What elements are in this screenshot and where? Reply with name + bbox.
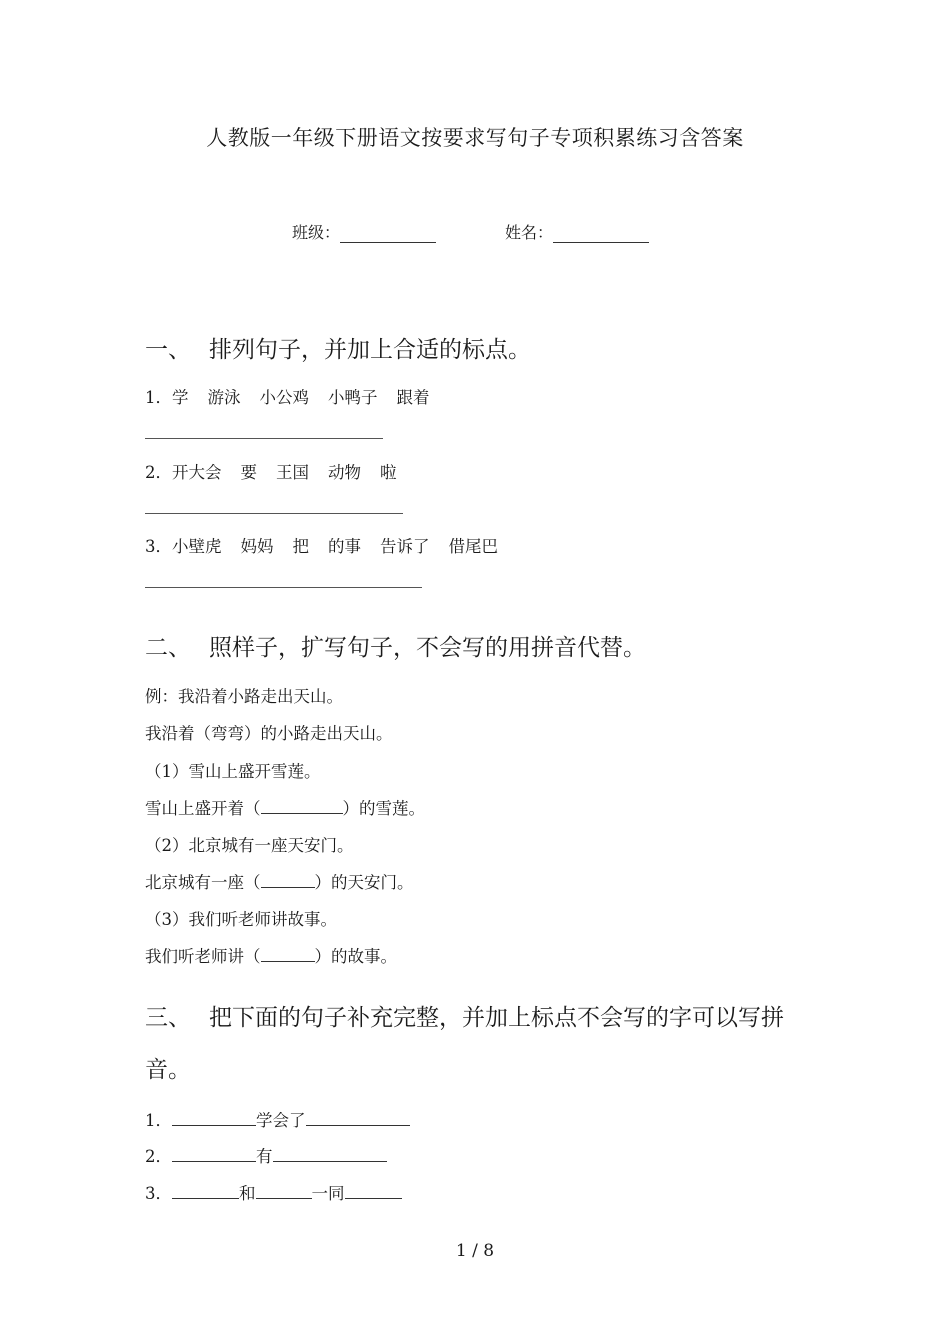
fill-blank[interactable] (172, 1146, 256, 1162)
fill-blank[interactable] (261, 798, 343, 814)
name-label: 姓名： (505, 223, 554, 242)
fill-blank[interactable] (306, 1110, 410, 1126)
question-3-1: 1． 学会了 (145, 1107, 410, 1131)
example-answer: 我沿着（弯弯）的小路走出天山。 (145, 724, 393, 743)
fill-blank[interactable] (273, 1146, 387, 1162)
fill-blank[interactable] (172, 1110, 256, 1126)
fill-blank[interactable] (172, 1183, 239, 1199)
section-title: 把下面的句子补充完整，并加上标点不会写的字可以写拼音。 (145, 1005, 784, 1083)
question-2-2: （2）北京城有一座天安门。 (145, 836, 354, 855)
answer-line[interactable] (145, 513, 403, 514)
question-2-3: （3）我们听老师讲故事。 (145, 910, 337, 929)
document-title: 人教版一年级下册语文按要求写句子专项积累练习含答案 (206, 126, 744, 150)
fill-blank[interactable] (261, 872, 315, 888)
question-1-2: 2．开大会 要 王国 动物 啦 (145, 463, 397, 482)
fill-blank[interactable] (261, 946, 315, 962)
answer-line[interactable] (145, 587, 422, 588)
section-number: 一、 (145, 337, 191, 363)
section-number: 二、 (145, 635, 191, 661)
fill-blank[interactable] (345, 1183, 402, 1199)
answer-2-1: 雪山上盛开着（ ）的雪莲。 (145, 799, 425, 818)
class-label: 班级： (292, 223, 341, 242)
question-3-2: 2． 有 (145, 1143, 387, 1167)
class-blank[interactable] (340, 226, 436, 243)
question-1-3: 3．小壁虎 妈妈 把 的事 告诉了 借尾巴 (145, 537, 498, 556)
section-3-heading (145, 992, 825, 1096)
section-title: 排列句子，并加上合适的标点。 (209, 337, 531, 363)
question-2-1: （1）雪山上盛开雪莲。 (145, 762, 321, 781)
section-number: 三、 (145, 1005, 191, 1031)
example-sentence: 例：我沿着小路走出天山。 (145, 687, 343, 706)
answer-2-2: 北京城有一座（ ）的天安门。 (145, 873, 414, 892)
answer-line[interactable] (145, 438, 383, 439)
fill-blank[interactable] (256, 1183, 312, 1199)
answer-2-3: 我们听老师讲（ ）的故事。 (145, 947, 397, 966)
question-1-1: 1．学 游泳 小公鸡 小鸭子 跟着 (145, 388, 430, 407)
section-2-heading (145, 629, 646, 662)
class-field (292, 220, 436, 243)
page-number: 1 / 8 (455, 1241, 495, 1261)
name-field (505, 220, 649, 243)
name-blank[interactable] (553, 226, 649, 243)
question-3-3: 3． 和 一同 (145, 1180, 402, 1204)
section-1-heading (145, 331, 531, 364)
section-title: 照样子，扩写句子，不会写的用拼音代替。 (209, 635, 646, 661)
